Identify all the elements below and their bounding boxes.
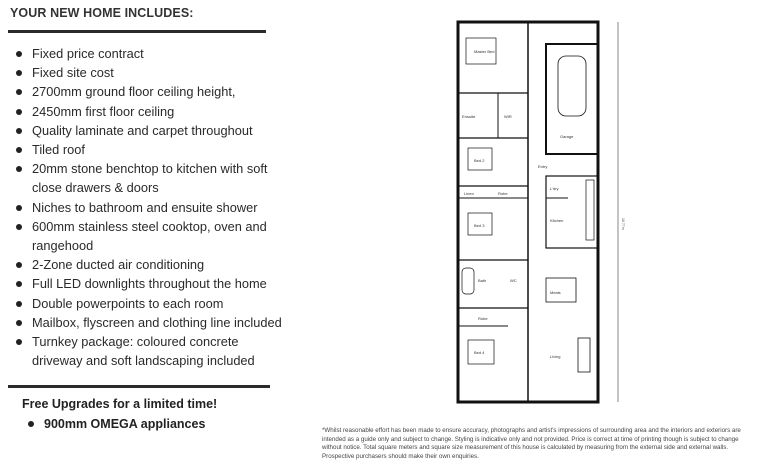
feature-item-continuation: driveway and soft landscaping included (32, 353, 255, 369)
room-label-meals: Meals (550, 290, 561, 295)
title-divider (8, 30, 266, 33)
feature-item: Full LED downlights throughout the home (14, 274, 314, 293)
floorplan (438, 8, 638, 423)
feature-item: 2-Zone ducted air conditioning (14, 255, 314, 274)
room-label-kitchen: Kitchen (550, 218, 564, 223)
page-title: YOUR NEW HOME INCLUDES: (10, 6, 194, 20)
features-list (14, 44, 314, 370)
room-label-ensuite: Ensuite (462, 114, 476, 119)
feature-item: Niches to bathroom and ensuite shower (14, 198, 314, 217)
feature-item: 2700mm ground floor ceiling height, (14, 82, 314, 101)
upgrades-title: Free Upgrades for a limited time! (22, 397, 218, 411)
feature-item: Turnkey package: coloured concrete (14, 332, 314, 351)
feature-item-continuation: rangehood (32, 238, 94, 254)
room-label-robe-2: Robe (478, 316, 488, 321)
feature-item: 20mm stone benchtop to kitchen with soft (14, 159, 314, 178)
room-label-bath: Bath (478, 278, 487, 283)
room-label-robe: Robe (498, 191, 508, 196)
room-label-wc: WC (510, 278, 517, 283)
upgrades-divider (8, 385, 270, 388)
room-label-bed3: Bed 3 (474, 223, 485, 228)
feature-item: Fixed price contract (14, 44, 314, 63)
room-label-entry: Entry (538, 164, 548, 169)
feature-item: Fixed site cost (14, 63, 314, 82)
room-label-garage: Garage (560, 134, 574, 139)
room-label-living: Living (550, 354, 561, 359)
room-label-wir: WIR (504, 114, 512, 119)
upgrades-list (28, 416, 205, 432)
upgrade-item: 900mm OMEGA appliances (28, 416, 205, 432)
room-label-bed4: Bed 4 (474, 350, 485, 355)
room-label-linen: Linen (464, 191, 474, 196)
disclaimer: *Whilst reasonable effort has been made to ensure accuracy, photographs and artist's impressions of surrounding area and the interiors and exteriors are intended as a guide only and subject to change. Styling is indicative only and not provided. Price is correct at time of printing though is subject to change without notice. Total square meters and square size measurement of this house is calculated by measuring from the external side and external walls. Prospective purchasers should make their own enquiries. (322, 427, 741, 460)
feature-item-continuation: close drawers & doors (32, 180, 159, 196)
room-label-laundry: L'dry (550, 186, 559, 191)
feature-item: Double powerpoints to each room (14, 294, 314, 313)
feature-item: Quality laminate and carpet throughout (14, 121, 314, 140)
total-length-dimension: 18.77m (621, 218, 625, 230)
feature-item: 600mm stainless steel cooktop, oven and (14, 217, 314, 236)
room-label-bed2: Bed 2 (474, 158, 485, 163)
feature-item: 2450mm first floor ceiling (14, 102, 314, 121)
feature-item: Tiled roof (14, 140, 314, 159)
feature-item: Mailbox, flyscreen and clothing line included (14, 313, 314, 332)
room-label-master: Master Bed (474, 49, 495, 54)
